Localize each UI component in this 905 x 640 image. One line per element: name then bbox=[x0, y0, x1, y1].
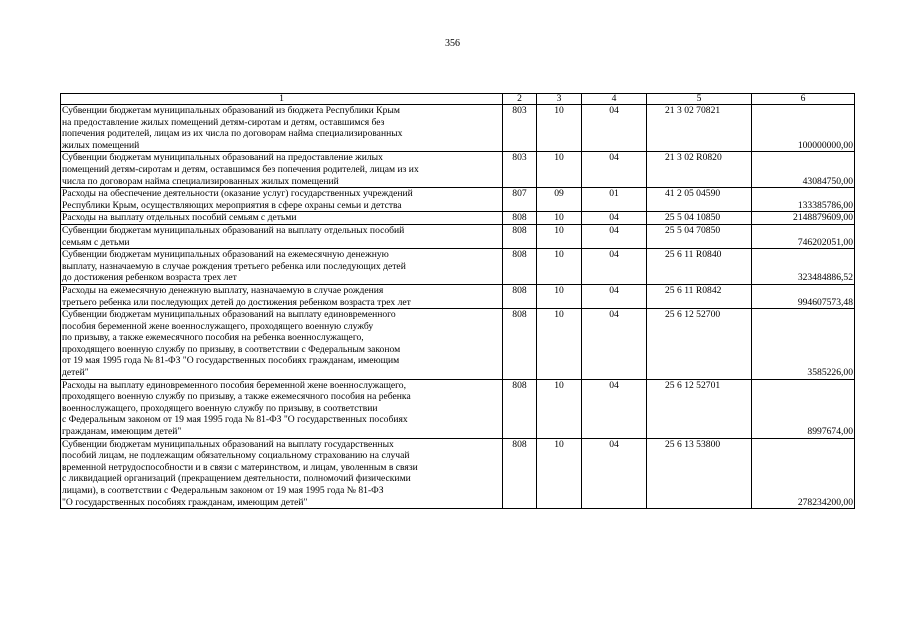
subsection-code-cell: 04 bbox=[582, 212, 647, 225]
table-row bbox=[61, 212, 855, 225]
header-cell: 6 bbox=[752, 94, 855, 105]
table-row bbox=[61, 438, 855, 509]
amount-cell: 323484886,52 bbox=[752, 249, 855, 285]
amount-cell: 8997674,00 bbox=[752, 379, 855, 438]
section-code-cell: 10 bbox=[537, 249, 582, 285]
section-code-cell: 10 bbox=[537, 438, 582, 509]
table-row bbox=[61, 309, 855, 380]
ministry-code-cell: 808 bbox=[503, 249, 537, 285]
target-article-cell: 25 6 11 R0842 bbox=[647, 284, 752, 308]
expense-name-cell: Субвенции бюджетам муниципальных образований на предоставление жилых помещений детям-сиротам и детям, оставшимся без попечения родителей, лицам из их числа по договорам найма специализированных жилых помещений bbox=[61, 152, 503, 188]
target-article-cell: 25 5 04 10850 bbox=[647, 212, 752, 225]
section-code-cell: 10 bbox=[537, 152, 582, 188]
expense-name-cell: Субвенции бюджетам муниципальных образований на ежемесячную денежную выплату, назначаемую в случае рождения третьего ребенка или последующих детей до достижения ребенком возраста трех лет bbox=[61, 249, 503, 285]
header-cell: 5 bbox=[647, 94, 752, 105]
table-row bbox=[61, 284, 855, 308]
page-number: 356 bbox=[445, 38, 460, 49]
subsection-code-cell: 04 bbox=[582, 224, 647, 248]
section-code-cell: 10 bbox=[537, 309, 582, 380]
subsection-code-cell: 04 bbox=[582, 309, 647, 380]
header-cell: 1 bbox=[61, 94, 503, 105]
table-row bbox=[61, 152, 855, 188]
subsection-code-cell: 04 bbox=[582, 105, 647, 152]
amount-cell: 278234200,00 bbox=[752, 438, 855, 509]
section-code-cell: 10 bbox=[537, 105, 582, 152]
amount-cell: 3585226,00 bbox=[752, 309, 855, 380]
amount-cell: 2148879609,00 bbox=[752, 212, 855, 225]
target-article-cell: 25 6 13 53800 bbox=[647, 438, 752, 509]
expense-name-cell: Расходы на выплату единовременного пособия беременной жене военнослужащего, проходящего военную службу по призыву, а также ежемесячного пособия на ребенка военнослужащего, проходящего военную службу по призыву, в соответствии с Федеральным законом от 19 мая 1995 года № 81-ФЗ "О государственных пособиях гражданам, имеющим детей" bbox=[61, 379, 503, 438]
table-row bbox=[61, 379, 855, 438]
expense-name-cell: Субвенции бюджетам муниципальных образований на выплату государственных пособий лицам, не подлежащим обязательному социальному страхованию на случай временной нетрудоспособности и в связи с материнством, и лицам, уволенным в связи с ликвидацией организаций (прекращением деятельности, полномочий физическими лицами), в соответствии с Федеральным законом от 19 мая 1995 года № 81-ФЗ "О государственных пособиях гражданам, имеющим детей" bbox=[61, 438, 503, 509]
subsection-code-cell: 04 bbox=[582, 152, 647, 188]
subsection-code-cell: 04 bbox=[582, 438, 647, 509]
amount-cell: 100000000,00 bbox=[752, 105, 855, 152]
amount-cell: 43084750,00 bbox=[752, 152, 855, 188]
header-cell: 4 bbox=[582, 94, 647, 105]
ministry-code-cell: 807 bbox=[503, 188, 537, 212]
table-row bbox=[61, 188, 855, 212]
expense-name-cell: Расходы на обеспечение деятельности (оказание услуг) государственных учреждений Республики Крым, осуществляющих мероприятия в сфере охраны семьи и детства bbox=[61, 188, 503, 212]
amount-cell: 746202051,00 bbox=[752, 224, 855, 248]
target-article-cell: 21 3 02 R0820 bbox=[647, 152, 752, 188]
ministry-code-cell: 808 bbox=[503, 379, 537, 438]
ministry-code-cell: 808 bbox=[503, 309, 537, 380]
target-article-cell: 25 6 12 52700 bbox=[647, 309, 752, 380]
section-code-cell: 10 bbox=[537, 284, 582, 308]
target-article-cell: 21 3 02 70821 bbox=[647, 105, 752, 152]
target-article-cell: 25 6 12 52701 bbox=[647, 379, 752, 438]
subsection-code-cell: 01 bbox=[582, 188, 647, 212]
target-article-cell: 25 5 04 70850 bbox=[647, 224, 752, 248]
table-row bbox=[61, 224, 855, 248]
section-code-cell: 10 bbox=[537, 224, 582, 248]
ministry-code-cell: 803 bbox=[503, 152, 537, 188]
section-code-cell: 09 bbox=[537, 188, 582, 212]
target-article-cell: 25 6 11 R0840 bbox=[647, 249, 752, 285]
header-cell: 3 bbox=[537, 94, 582, 105]
amount-cell: 994607573,48 bbox=[752, 284, 855, 308]
table-header-row bbox=[61, 94, 855, 105]
section-code-cell: 10 bbox=[537, 379, 582, 438]
ministry-code-cell: 808 bbox=[503, 438, 537, 509]
section-code-cell: 10 bbox=[537, 212, 582, 225]
subsection-code-cell: 04 bbox=[582, 379, 647, 438]
subsection-code-cell: 04 bbox=[582, 249, 647, 285]
target-article-cell: 41 2 05 04590 bbox=[647, 188, 752, 212]
table-row bbox=[61, 105, 855, 152]
expense-name-cell: Субвенции бюджетам муниципальных образований на выплату единовременного пособия беременной жене военнослужащего, проходящего военную службу по призыву, а также ежемесячного пособия на ребенка военнослужащего, проходящего военную службу по призыву, в соответствии с Федеральным законом от 19 мая 1995 года № 81-ФЗ "О государственных пособиях гражданам, имеющим детей" bbox=[61, 309, 503, 380]
ministry-code-cell: 808 bbox=[503, 212, 537, 225]
ministry-code-cell: 808 bbox=[503, 224, 537, 248]
expense-name-cell: Субвенции бюджетам муниципальных образований из бюджета Республики Крым на предоставление жилых помещений детям-сиротам и детям, оставшимся без попечения родителей, лицам из их числа по договорам найма специализированных жилых помещений bbox=[61, 105, 503, 152]
expense-name-cell: Расходы на выплату отдельных пособий семьям с детьми bbox=[61, 212, 503, 225]
ministry-code-cell: 803 bbox=[503, 105, 537, 152]
amount-cell: 133385786,00 bbox=[752, 188, 855, 212]
subsection-code-cell: 04 bbox=[582, 284, 647, 308]
header-cell: 2 bbox=[503, 94, 537, 105]
budget-table bbox=[60, 93, 855, 509]
expense-name-cell: Расходы на ежемесячную денежную выплату, назначаемую в случае рождения третьего ребенка или последующих детей до достижения ребенком возраста трех лет bbox=[61, 284, 503, 308]
expense-name-cell: Субвенции бюджетам муниципальных образований на выплату отдельных пособий семьям с детьми bbox=[61, 224, 503, 248]
ministry-code-cell: 808 bbox=[503, 284, 537, 308]
table-row bbox=[61, 249, 855, 285]
